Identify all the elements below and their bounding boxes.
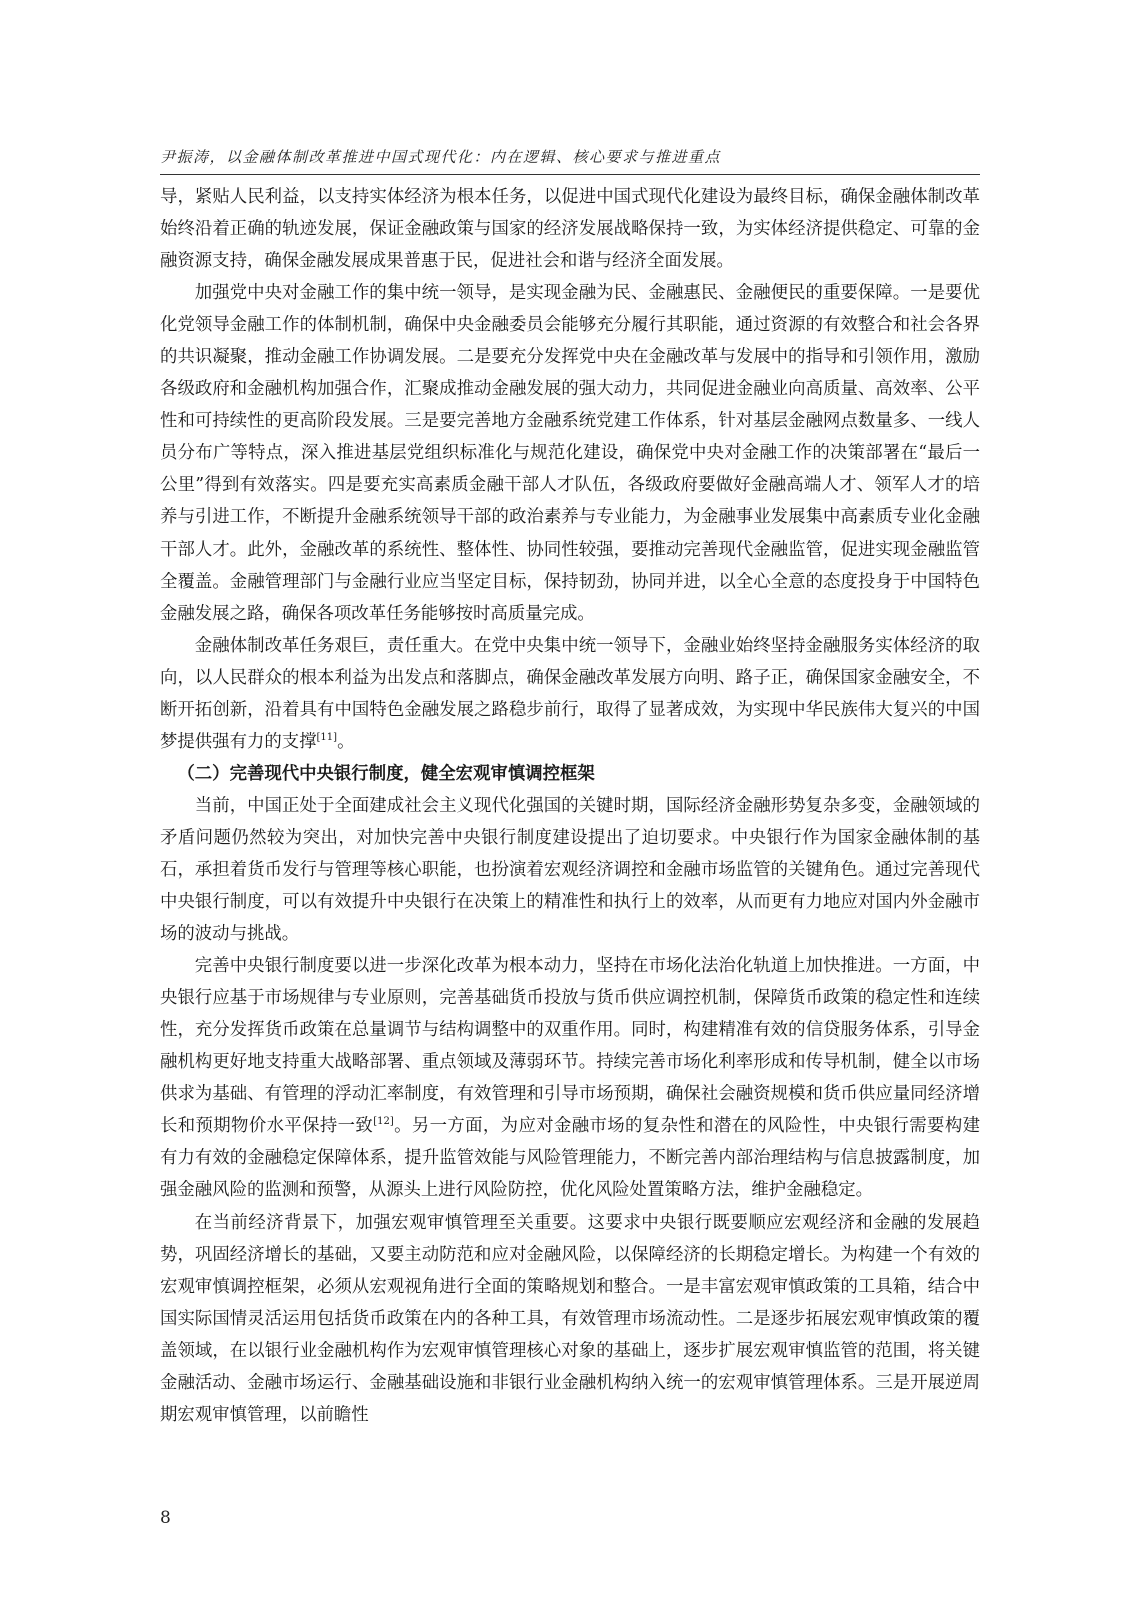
section-heading: （二）完善现代中央银行制度，健全宏观审慎调控框架 xyxy=(177,763,595,784)
citation-ref-11: [11] xyxy=(316,732,338,743)
running-header: 尹振涛，以金融体制改革推进中国式现代化：内在逻辑、核心要求与推进重点 xyxy=(160,148,722,166)
paragraph-macroprudential: 在当前经济背景下，加强宏观审慎管理至关重要。这要求中央银行既要顺应宏观经济和金融的发展趋势，巩固经济增长的基础，又要主动防范和应对金融风险，以保障经济的长期稳定增长。为构建一个有效的宏观审慎调控框架，必须从宏观视角进行全面的策略规划和整合。一是丰富宏观审慎政策的工具箱，结合中国实际国情灵活运用包括货币政策在内的各种工具，有效管理市场流动性。二是逐步拓展宏观审慎政策的覆盖领域，在以银行业金融机构作为宏观审慎管理核心对象的基础上，逐步扩展宏观审慎监管的范围，将关键金融活动、金融市场运行、金融基础设施和非银行业金融机构纳入统一的宏观审慎管理体系。三是开展逆周期宏观审慎管理，以前瞻性 xyxy=(160,1212,980,1425)
page-number: 8 xyxy=(160,1508,171,1528)
paragraph-continued: 导，紧贴人民利益，以支持实体经济为根本任务，以促进中国式现代化建设为最终目标，确保金融体制改革始终沿着正确的轨迹发展，保证金融政策与国家的经济发展战略保持一致，为实体经济提供稳定、可靠的金融资源支持，确保金融发展成果普惠于民，促进社会和谐与经济全面发展。 xyxy=(160,187,980,272)
paragraph-text-end: 。 xyxy=(337,731,355,752)
article-body xyxy=(160,181,980,1431)
header-rule xyxy=(160,174,980,175)
paragraph-reform-tasks xyxy=(160,630,980,758)
paragraph-text-rest: 。另一方面，为应对金融市场的复杂性和潜在的风险性，中央银行需要构建有力有效的金融稳定保障体系，提升监管效能与风险管理能力，不断完善内部治理结构与信息披露制度，加强金融风险的监测和预警，从源头上进行风险防控，优化风险处置策略方法，维护金融稳定。 xyxy=(160,1116,980,1201)
paragraph-central-bank-reform xyxy=(160,950,980,1206)
paragraph-central-bank-context: 当前，中国正处于全面建成社会主义现代化强国的关键时期，国际经济金融形势复杂多变，金融领域的矛盾问题仍然较为突出，对加快完善中央银行制度建设提出了迫切要求。中央银行作为国家金融体制的基石，承担着货币发行与管理等核心职能，也扮演着宏观经济调控和金融市场监管的关键角色。通过完善现代中央银行制度，可以有效提升中央银行在决策上的精准性和执行上的效率，从而更有力地应对国内外金融市场的波动与挑战。 xyxy=(160,795,980,945)
paragraph-party-leadership: 加强党中央对金融工作的集中统一领导，是实现金融为民、金融惠民、金融便民的重要保障。一是要优化党领导金融工作的体制机制，确保中央金融委员会能够充分履行其职能，通过资源的有效整合和社会各界的共识凝聚，推动金融工作协调发展。二是要充分发挥党中央在金融改革与发展中的指导和引领作用，激励各级政府和金融机构加强合作，汇聚成推动金融发展的强大动力，共同促进金融业向高质量、高效率、公平性和可持续性的更高阶段发展。三是要完善地方金融系统党建工作体系，针对基层金融网点数量多、一线人员分布广等特点，深入推进基层党组织标准化与规范化建设，确保党中央对金融工作的决策部署在“最后一公里”得到有效落实。四是要充实高素质金融干部人才队伍，各级政府要做好金融高端人才、领军人才的培养与引进工作，不断提升金融系统领导干部的政治素养与专业能力，为金融事业发展集中高素质专业化金融干部人才。此外，金融改革的系统性、整体性、协同性较强，要推动完善现代金融监管，促进实现金融监管全覆盖。金融管理部门与金融行业应当坚定目标，保持韧劲，协同并进，以全心全意的态度投身于中国特色金融发展之路，确保各项改革任务能够按时高质量完成。 xyxy=(160,283,980,624)
paragraph-text: 金融体制改革任务艰巨，责任重大。在党中央集中统一领导下，金融业始终坚持金融服务实体经济的取向，以人民群众的根本利益为出发点和落脚点，确保金融改革发展方向明、路子正，确保国家金融安全，不断开拓创新，沿着具有中国特色金融发展之路稳步前行，取得了显著成效，为实现中华民族伟大复兴的中国梦提供强有力的支撑 xyxy=(160,635,980,752)
citation-ref-12: [12] xyxy=(373,1116,394,1128)
paragraph-text: 完善中央银行制度要以进一步深化改革为根本动力，坚持在市场化法治化轨道上加快推进。一方面，中央银行应基于市场规律与专业原则，完善基础货币投放与货币供应调控机制，保障货币政策的稳定性和连续性，充分发挥货币政策在总量调节与结构调整中的双重作用。同时，构建精准有效的信贷服务体系，引导金融机构更好地支持重大战略部署、重点领域及薄弱环节。持续完善市场化利率形成和传导机制，健全以市场供求为基础、有管理的浮动汇率制度，有效管理和引导市场预期，确保社会融资规模和货币供应量同经济增长和预期物价水平保持一致 xyxy=(160,956,980,1137)
